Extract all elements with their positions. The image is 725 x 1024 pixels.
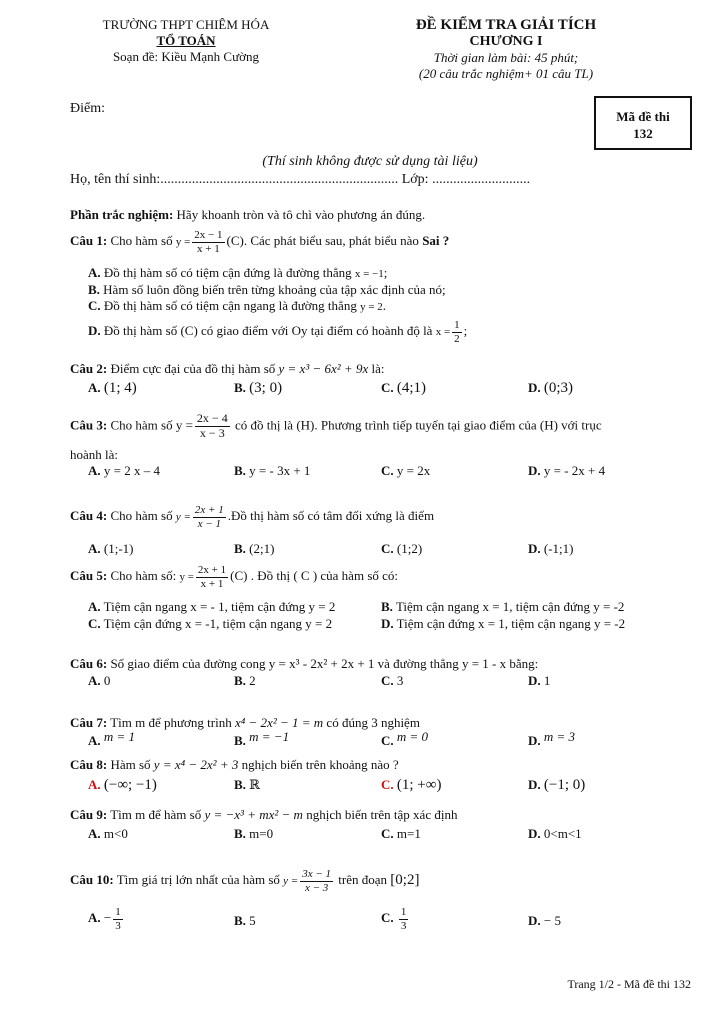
q5-a-label: A.	[88, 599, 101, 614]
q4-a-value: (1;-1)	[103, 541, 134, 556]
q1-fn: y =	[175, 236, 191, 249]
q4-a-label: A.	[88, 541, 101, 556]
q9-a-label: A.	[88, 826, 101, 841]
q6-option-d[interactable]	[528, 673, 550, 689]
q2-c-value: (4;1)	[396, 380, 427, 396]
q10-post: trên đoạn	[338, 872, 388, 888]
q7-option-b[interactable]	[234, 729, 290, 749]
q2-option-d[interactable]	[528, 380, 573, 397]
q9-option-c[interactable]	[381, 826, 421, 842]
q10-c-fraction	[399, 906, 409, 932]
q8-a-label: A.	[88, 777, 101, 792]
q2-b-label: B.	[234, 380, 246, 395]
exam-code-label: Mã đề thi	[616, 109, 670, 124]
q10-text: Tìm giá trị lớn nhất của hàm số	[116, 872, 280, 888]
q5-fn: y =	[179, 571, 194, 584]
q3-num: 2x − 4	[196, 411, 228, 425]
question-count: (20 câu trắc nghiệm+ 01 câu TL)	[418, 66, 594, 81]
q8-option-b[interactable]	[234, 777, 260, 793]
q2-d-value: (0;3)	[543, 380, 574, 396]
q8-text: Hàm số	[110, 757, 151, 772]
header-right	[372, 17, 640, 82]
q9-label: Câu 9:	[70, 807, 108, 822]
q4-d-label: D.	[528, 541, 541, 556]
q5-den: x + 1	[200, 577, 224, 590]
section-label: Phần trắc nghiệm:	[70, 207, 174, 222]
q6-b-value: 2	[249, 673, 256, 688]
q10-c-label: C.	[381, 910, 394, 926]
q1-num: 2x − 1	[194, 229, 223, 241]
q1-a-text: Đồ thị hàm số có tiệm cận đứng là đường thẳng	[103, 265, 352, 280]
q10-d-label: D.	[528, 913, 541, 928]
exam-code-box	[594, 96, 692, 150]
q7-fn: x⁴ − 2x² − 1 = m	[235, 715, 324, 730]
q8-d-label: D.	[528, 777, 541, 792]
q10-a-fraction	[113, 906, 123, 932]
q3-c-value: y = 2x	[396, 463, 431, 478]
q9-option-b[interactable]	[234, 826, 273, 842]
q7-label: Câu 7:	[70, 715, 108, 730]
q2-d-label: D.	[528, 380, 541, 395]
q3-d-value: y = - 2x + 4	[543, 463, 606, 478]
q8-b-label: B.	[234, 777, 246, 792]
q5-option-a[interactable]	[88, 599, 335, 615]
question-1	[70, 229, 449, 255]
q10-option-c[interactable]	[381, 906, 410, 932]
no-materials-note: (Thí sinh không được sử dụng tài liệu)	[262, 154, 478, 169]
q3-label: Câu 3:	[70, 417, 108, 433]
q8-b-value: ℝ	[249, 777, 260, 792]
q6-c-value: 3	[396, 673, 404, 688]
q2-label: Câu 2:	[70, 361, 108, 376]
q10-option-a[interactable]	[88, 906, 125, 932]
author: Soạn đề: Kiều Mạnh Cường	[112, 49, 260, 64]
q7-post: có đúng 3 nghiệm	[326, 715, 420, 730]
q10-label: Câu 10:	[70, 872, 114, 888]
q4-option-b[interactable]	[234, 541, 274, 557]
q10-c-num: 1	[400, 906, 407, 918]
q10-a-den: 3	[115, 919, 121, 932]
q10-c-den: 3	[400, 919, 407, 932]
q6-a-value: 0	[103, 673, 111, 688]
q8-post: nghịch biến trên khoảng nào ?	[241, 757, 399, 772]
q3-b-value: y = - 3x + 1	[249, 463, 311, 478]
q1-den: x + 1	[197, 242, 220, 255]
q1-c-math: y = 2	[360, 301, 383, 313]
q7-option-c[interactable]	[381, 729, 429, 749]
q4-option-d[interactable]	[528, 541, 574, 557]
q9-text: Tìm m để hàm số	[110, 807, 202, 822]
q1-a-label: A.	[88, 265, 101, 280]
q1-c-text: Đồ thị hàm số có tiệm cận ngang là đường thẳng	[103, 298, 357, 313]
q1-fraction	[192, 229, 224, 255]
question-10	[70, 868, 419, 894]
q1-d-label: D.	[88, 323, 101, 339]
q10-a-num: 1	[115, 906, 121, 918]
q7-option-d[interactable]	[528, 729, 576, 749]
q7-d-value: m = 3	[543, 729, 576, 744]
q9-c-label: C.	[381, 826, 394, 841]
q3-d-label: D.	[528, 463, 541, 478]
question-3	[70, 412, 602, 441]
q5-pre: Cho hàm số:	[110, 568, 177, 584]
question-4	[70, 504, 434, 530]
q4-c-label: C.	[381, 541, 394, 556]
exam-title: ĐỀ KIỂM TRA GIẢI TÍCH	[415, 17, 597, 33]
q1-option-d[interactable]: D. Đồ thị hàm số (C) có giao điểm với Oy tại điểm có hoành độ là x = $\frac{1}{2}$ ;	[88, 319, 468, 345]
question-8	[70, 757, 399, 773]
q1-pre: Cho hàm số	[110, 233, 173, 249]
q2-c-label: C.	[381, 380, 394, 395]
q9-option-a[interactable]	[88, 826, 128, 842]
q3-option-c[interactable]	[381, 463, 430, 479]
q9-option-d[interactable]	[528, 826, 582, 842]
q8-label: Câu 8:	[70, 757, 108, 772]
q5-option-b[interactable]	[381, 599, 624, 615]
q4-pre: Cho hàm số	[110, 508, 173, 524]
q4-label: Câu 4:	[70, 508, 108, 524]
q4-fn: y =	[175, 511, 191, 524]
q3-option-a[interactable]	[88, 463, 160, 479]
q4-d-value: (-1;1)	[543, 541, 574, 556]
q6-b-label: B.	[234, 673, 246, 688]
exam-code-value: 132	[633, 126, 653, 141]
q4-b-label: B.	[234, 541, 246, 556]
q3-post: có đồ thị là (H). Phương trình tiếp tuyến tại giao điểm của (H) với trục	[234, 417, 602, 433]
q3-b-label: B.	[234, 463, 246, 478]
q10-b-label: B.	[234, 913, 246, 928]
q5-c-label: C.	[88, 616, 101, 631]
q7-c-value: m = 0	[396, 729, 429, 744]
q6-d-label: D.	[528, 673, 541, 688]
q5-b-label: B.	[381, 599, 393, 614]
q5-num: 2x + 1	[197, 564, 227, 576]
q8-fn: y = x⁴ − 2x² + 3	[153, 757, 239, 772]
q8-d-value: (−1; 0)	[543, 777, 586, 793]
q1-post: (C). Các phát biểu sau, phát biểu nào	[226, 233, 419, 249]
q8-c-value: (1; +∞)	[396, 777, 442, 793]
q9-d-label: D.	[528, 826, 541, 841]
q1-d-fraction	[452, 319, 462, 345]
q4-post: .Đồ thị hàm số có tâm đối xứng là điểm	[227, 508, 435, 524]
header-left	[70, 17, 302, 65]
q6-label: Câu 6:	[70, 656, 108, 671]
q10-option-d[interactable]	[528, 913, 561, 929]
q3-line2: hoành là:	[70, 447, 119, 462]
q9-b-label: B.	[234, 826, 246, 841]
q5-b-value: Tiệm cận ngang x = 1, tiệm cận đứng y = -2	[395, 599, 625, 614]
score-label: Điểm:	[70, 101, 105, 116]
q1-option-b[interactable]	[88, 282, 446, 298]
school-name: TRƯỜNG THPT CHIÊM HÓA	[102, 17, 270, 32]
q5-post: (C) . Đồ thị ( C ) của hàm số có:	[230, 568, 399, 584]
q6-text: Số giao điểm của đường cong y = x³ - 2x² + 2x + 1 và đường thẳng y = 1 - x bằng:	[110, 656, 539, 671]
q3-option-d[interactable]	[528, 463, 605, 479]
q5-d-value: Tiệm cận đứng x = 1, tiệm cận ngang y = -2	[396, 616, 626, 631]
q2-text: Điểm cực đại của đồ thị hàm số	[110, 361, 276, 376]
q7-b-label: B.	[234, 733, 246, 748]
q3-option-b[interactable]	[234, 463, 310, 479]
q1-option-c[interactable]: C. Đồ thị hàm số có tiệm cận ngang là đường thẳng y = 2.	[88, 298, 387, 313]
q4-fraction	[193, 504, 226, 530]
q10-a-label: A.	[88, 910, 101, 926]
q6-d-value: 1	[543, 673, 551, 688]
q6-a-label: A.	[88, 673, 101, 688]
q2-b-value: (3; 0)	[249, 380, 283, 396]
q4-option-a[interactable]	[88, 541, 134, 557]
q10-den: x − 3	[304, 881, 329, 894]
q2-fn: y = x³ − 6x² + 9x	[278, 361, 369, 376]
q9-b-value: m=0	[249, 826, 274, 841]
q3-den: x − 3	[199, 425, 225, 440]
q1-emph: Sai ?	[422, 233, 450, 249]
q7-b-value: m = −1	[249, 729, 290, 744]
section-text: Hãy khoanh tròn và tô chì vào phương án đúng.	[176, 207, 426, 222]
q7-a-value: m = 1	[103, 729, 136, 744]
q8-c-label: C.	[381, 777, 394, 792]
q1-d-text: Đồ thị hàm số (C) có giao điểm với Oy tại điểm có hoành độ là	[103, 323, 433, 339]
q10-interval: [0;2]	[390, 872, 420, 889]
department: TỔ TOÁN	[156, 33, 216, 48]
q5-fraction	[196, 564, 228, 590]
q4-den: x − 1	[197, 517, 221, 530]
q4-num: 2x + 1	[194, 504, 224, 516]
q6-option-b[interactable]	[234, 673, 256, 689]
q1-option-a[interactable]: A. Đồ thị hàm số có tiệm cận đứng là đường thẳng x = −1;	[88, 265, 388, 280]
q10-option-b[interactable]	[234, 913, 256, 929]
q3-pre: Cho hàm số	[110, 417, 173, 433]
q5-c-value: Tiệm cận đứng x = -1, tiệm cận ngang y = 2	[103, 616, 333, 631]
q2-option-b[interactable]	[234, 380, 282, 397]
section-instruction	[70, 207, 425, 223]
q10-num: 3x − 1	[302, 868, 332, 880]
q10-fraction	[300, 868, 333, 894]
q3-c-label: C.	[381, 463, 394, 478]
q2-post: là:	[371, 361, 385, 376]
q7-text: Tìm m để phương trình	[110, 715, 232, 730]
q1-label: Câu 1:	[70, 233, 108, 249]
page-footer: Trang 1/2 - Mã đề thi 132	[567, 977, 691, 991]
question-9	[70, 807, 457, 823]
q7-c-label: C.	[381, 733, 394, 748]
question-2	[70, 361, 384, 377]
q5-option-d[interactable]	[381, 616, 625, 632]
q2-option-c[interactable]	[381, 380, 426, 397]
q4-c-value: (1;2)	[396, 541, 423, 556]
question-6	[70, 656, 538, 672]
q1-d-den: 2	[454, 332, 460, 345]
q9-post: nghịch biến trên tập xác định	[306, 807, 458, 822]
q1-b-text: Hàm số luôn đồng biến trên từng khoảng của tập xác định của nó;	[103, 282, 446, 297]
q6-c-label: C.	[381, 673, 394, 688]
q8-option-c[interactable]	[381, 777, 441, 794]
q1-d-math: x =	[435, 326, 451, 339]
q7-a-label: A.	[88, 733, 101, 748]
student-info-line: Họ, tên thí sinh:.................................................................... Lớp: ............................	[70, 172, 531, 187]
q9-c-value: m=1	[396, 826, 421, 841]
q10-a-sign: −	[103, 910, 112, 926]
exam-time: Thời gian làm bài: 45 phút;	[433, 50, 579, 65]
q4-option-c[interactable]	[381, 541, 422, 557]
q5-option-c[interactable]	[88, 616, 332, 632]
q10-b-value: 5	[249, 913, 256, 928]
q10-d-value: − 5	[543, 913, 561, 928]
q10-fn: y =	[283, 875, 299, 888]
q1-c-label: C.	[88, 298, 101, 313]
q7-d-label: D.	[528, 733, 541, 748]
q3-a-label: A.	[88, 463, 101, 478]
q8-option-d[interactable]	[528, 777, 585, 794]
q1-d-num: 1	[454, 319, 460, 331]
q2-a-value: (1; 4)	[103, 380, 137, 396]
q2-option-a[interactable]	[88, 380, 137, 397]
q9-fn: y = −x³ + mx² − m	[204, 807, 303, 822]
q9-d-value: 0<m<1	[543, 826, 582, 841]
q3-fn: y =	[175, 417, 193, 433]
q5-label: Câu 5:	[70, 568, 108, 584]
q9-a-value: m<0	[103, 826, 128, 841]
q3-fraction	[195, 412, 230, 441]
q6-option-c[interactable]	[381, 673, 403, 689]
q3-a-value: y = 2 x – 4	[103, 463, 160, 478]
q2-a-label: A.	[88, 380, 101, 395]
q6-option-a[interactable]	[88, 673, 110, 689]
q8-option-a[interactable]	[88, 777, 157, 794]
q1-b-label: B.	[88, 282, 100, 297]
q5-d-label: D.	[381, 616, 394, 631]
question-5	[70, 564, 398, 590]
q7-option-a[interactable]	[88, 729, 136, 749]
q5-a-value: Tiệm cận ngang x = - 1, tiệm cận đứng y = 2	[103, 599, 336, 614]
q8-a-value: (−∞; −1)	[103, 777, 157, 793]
q4-b-value: (2;1)	[249, 541, 275, 556]
exam-chapter: CHƯƠNG I	[469, 34, 543, 49]
q1-a-math: x = −1	[354, 268, 384, 280]
